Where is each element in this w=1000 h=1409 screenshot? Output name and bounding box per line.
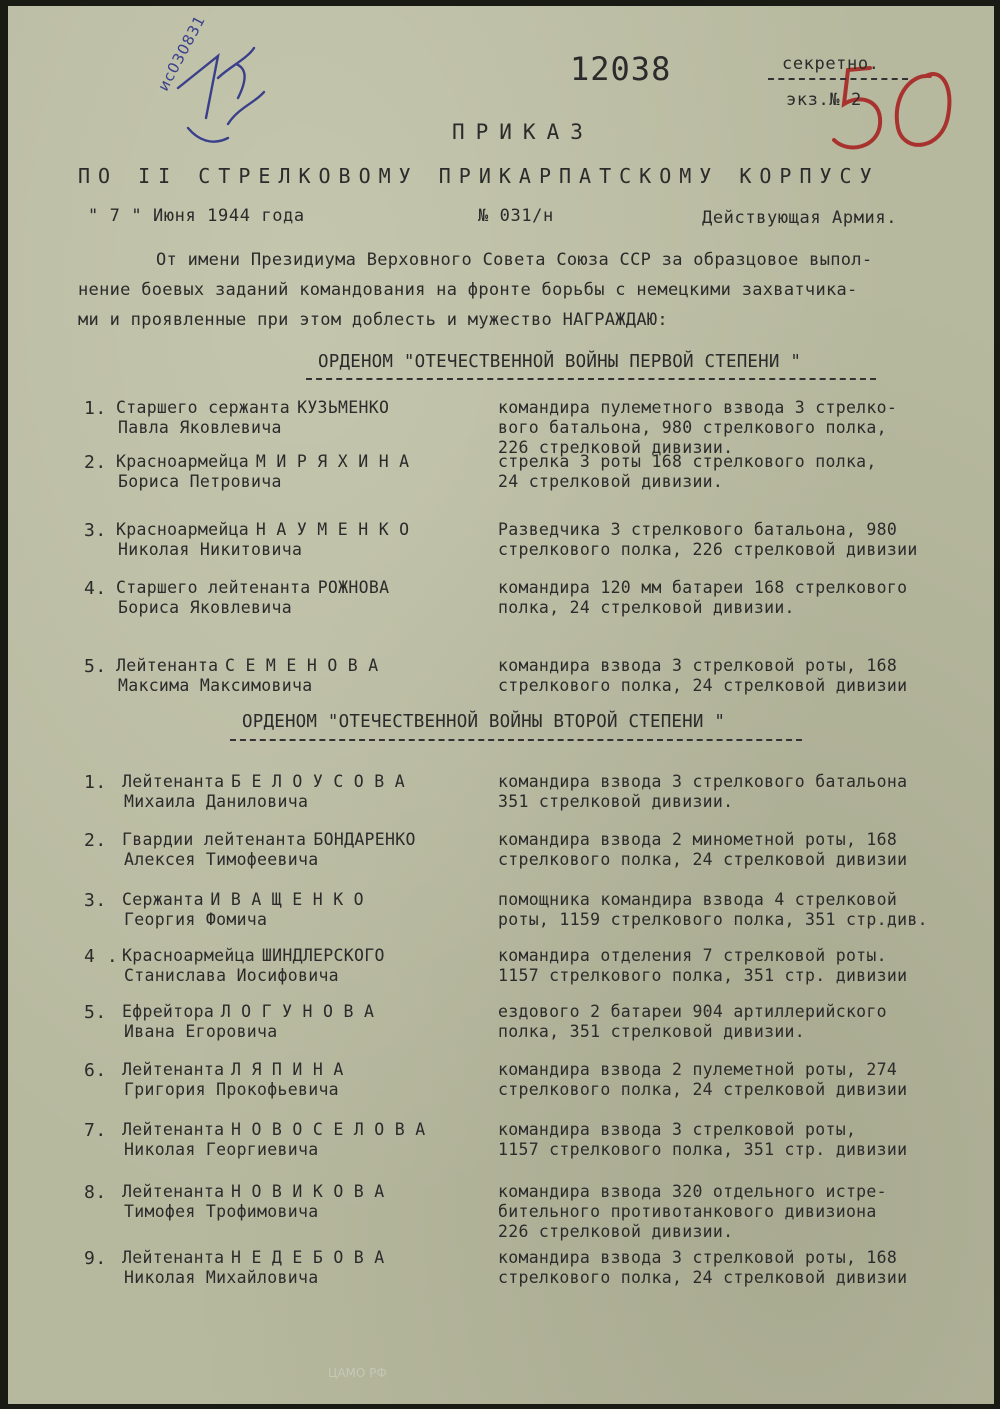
entry-given-name: Георгия Фомича [124,910,268,929]
entry-rank: Лейтенанта [122,1060,225,1079]
entry-unit-line: вого батальона, 980 стрелкового полка, [498,418,887,437]
entry-index: 7. [84,1120,107,1141]
entry-unit-line: помощника командира взвода 4 стрелковой [498,890,898,909]
award-section-heading: ОРДЕНОМ "ОТЕЧЕСТВЕННОЙ ВОЙНЫ ВТОРОЙ СТЕПЕНИ " [242,712,726,732]
intro-line: От имени Президиума Верховного Совета Союза ССР за образцовое выпол- [156,250,873,270]
entry-index: 4. [84,578,107,599]
entry-index: 4 . [84,946,119,967]
section-underline [230,739,802,741]
entry-given-name: Павла Яковлевича [118,418,282,437]
entry-rank: Гвардии лейтенанта [122,830,307,849]
entry-unit-line: командира взвода 3 стрелковой роты, 168 [498,1248,898,1267]
entry-surname: Л Я П И Н А [231,1060,344,1079]
entry-unit-line: командира взвода 3 стрелкового батальона [498,772,908,791]
entry-unit-line: 1157 стрелкового полка, 351 стр. дивизии [498,1140,908,1159]
entry-given-name: Григория Прокофьевича [124,1080,339,1099]
document-subtitle: ПО II СТРЕЛКОВОМУ ПРИКАРПАТСКОМУ КОРПУСУ [78,164,880,188]
entry-index: 6. [84,1060,107,1081]
entry-unit-line: командира взвода 3 стрелковой роты, 168 [498,656,898,675]
document-page [8,6,994,1404]
entry-rank: Лейтенанта [122,772,225,791]
entry-surname: РОЖНОВА [317,578,390,597]
entry-index: 8. [84,1182,107,1203]
entry-unit-line: роты, 1159 стрелкового полка, 351 стр.див. [498,910,928,929]
entry-unit-line: стрелкового полка, 24 стрелковой дивизии [498,1080,908,1099]
entry-surname: Н А У М Е Н К О [255,520,410,539]
entry-surname: Б Е Л О У С О В А [231,772,405,791]
entry-index: 3. [84,890,107,911]
entry-given-name: Ивана Егоровича [124,1022,278,1041]
entry-index: 5. [84,656,107,677]
entry-given-name: Алексея Тимофеевича [124,850,319,869]
entry-rank: Лейтенанта [122,1120,225,1139]
entry-unit-line: 226 стрелковой дивизии. [498,1222,734,1241]
entry-unit-line: бительного противотанкового дивизиона [498,1202,877,1221]
entry-unit-line: командира взвода 2 минометной роты, 168 [498,830,898,849]
entry-rank: Лейтенанта [116,656,219,675]
entry-unit-line: командира отделения 7 стрелковой роты. [498,946,887,965]
entry-unit-line: командира взвода 2 пулеметной роты, 274 [498,1060,898,1079]
entry-index: 1. [84,772,107,793]
copy-number: экз.№ 2 [786,90,862,110]
entry-unit-line: стрелка 3 роты 168 стрелкового полка, [498,452,877,471]
entry-unit-line: командира пулеметного взвода 3 стрелко- [498,398,898,417]
intro-line: нение боевых заданий командования на фронте борьбы с немецкими захватчика- [78,280,858,300]
entry-given-name: Бориса Петровича [118,472,282,491]
entry-index: 3. [84,520,107,541]
entry-unit-line: стрелкового полка, 24 стрелковой дивизии [498,1268,908,1287]
entry-unit-line: стрелкового полка, 24 стрелковой дивизии [498,676,908,695]
entry-unit-line: стрелкового полка, 226 стрелковой дивизии [498,540,918,559]
entry-given-name: Николая Георгиевича [124,1140,319,1159]
entry-surname: Н О В И К О В А [231,1182,385,1201]
entry-unit-line: командира 120 мм батареи 168 стрелкового [498,578,908,597]
entry-unit-line: 226 стрелковой дивизии. [498,438,734,457]
section-underline [306,378,876,380]
entry-given-name: Тимофея Трофимовича [124,1202,319,1221]
secrecy-label: секретно. [782,54,880,74]
entry-index: 1. [84,398,107,419]
order-number: № 031/н [478,206,554,226]
entry-unit-line: стрелкового полка, 24 стрелковой дивизии [498,850,908,869]
entry-index: 5. [84,1002,107,1023]
entry-given-name: Михаила Даниловича [124,792,309,811]
entry-surname: БОНДАРЕНКО [313,830,416,849]
stamp-number: ис030831 [154,12,210,94]
army-label: Действующая Армия. [702,208,898,228]
entry-surname: ШИНДЛЕРСКОГО [261,946,385,965]
entry-given-name: Станислава Иосифовича [124,966,339,985]
entry-unit-line: ездового 2 батареи 904 артиллерийского [498,1002,887,1021]
entry-surname: Н Е Д Е Б О В А [231,1248,385,1267]
entry-unit-line: 1157 стрелкового полка, 351 стр. дивизии [498,966,908,985]
entry-rank: Старшего лейтенанта [116,578,311,597]
entry-rank: Ефрейтора [122,1002,215,1021]
entry-unit-line: полка, 24 стрелковой дивизии. [498,598,795,617]
entry-rank: Красноармейца [116,520,250,539]
entry-surname: КУЗЬМЕНКО [297,398,390,417]
document-title: ПРИКАЗ [452,120,594,144]
entry-index: 2. [84,452,107,473]
intro-line: ми и проявленные при этом доблесть и мужество НАГРАЖДАЮ: [78,310,668,330]
secrecy-underline [768,78,908,80]
entry-given-name: Николая Никитовича [118,540,303,559]
entry-rank: Лейтенанта [122,1182,225,1201]
entry-unit-line: полка, 351 стрелковой дивизии. [498,1022,806,1041]
entry-rank: Красноармейца [122,946,256,965]
entry-unit-line: 351 стрелковой дивизии. [498,792,734,811]
entry-rank: Красноармейца [116,452,250,471]
entry-rank: Старшего сержанта [116,398,290,417]
entry-rank: Лейтенанта [122,1248,225,1267]
entry-surname: М И Р Я Х И Н А [255,452,410,471]
entry-rank: Сержанта [122,890,204,909]
entry-index: 9. [84,1248,107,1269]
entry-unit-line: командира взвода 3 стрелковой роты, [498,1120,857,1139]
entry-surname: Н О В О С Е Л О В А [231,1120,426,1139]
entry-index: 2. [84,830,107,851]
award-section-heading: ОРДЕНОМ "ОТЕЧЕСТВЕННОЙ ВОЙНЫ ПЕРВОЙ СТЕПЕНИ " [318,352,802,372]
entry-unit-line: Разведчика 3 стрелкового батальона, 980 [498,520,898,539]
order-date: " 7 " Июня 1944 года [88,206,305,226]
document-number: 12038 [570,50,672,88]
entry-given-name: Бориса Яковлевича [118,598,292,617]
entry-surname: Л О Г У Н О В А [220,1002,375,1021]
entry-unit-line: командира взвода 320 отдельного истре- [498,1182,887,1201]
entry-given-name: Максима Максимовича [118,676,313,695]
watermark: ЦАМО РФ [328,1366,387,1380]
entry-surname: С Е М Е Н О В А [225,656,379,675]
entry-surname: И В А Щ Е Н К О [210,890,364,909]
entry-given-name: Николая Михайловича [124,1268,319,1287]
entry-unit-line: 24 стрелковой дивизии. [498,472,724,491]
